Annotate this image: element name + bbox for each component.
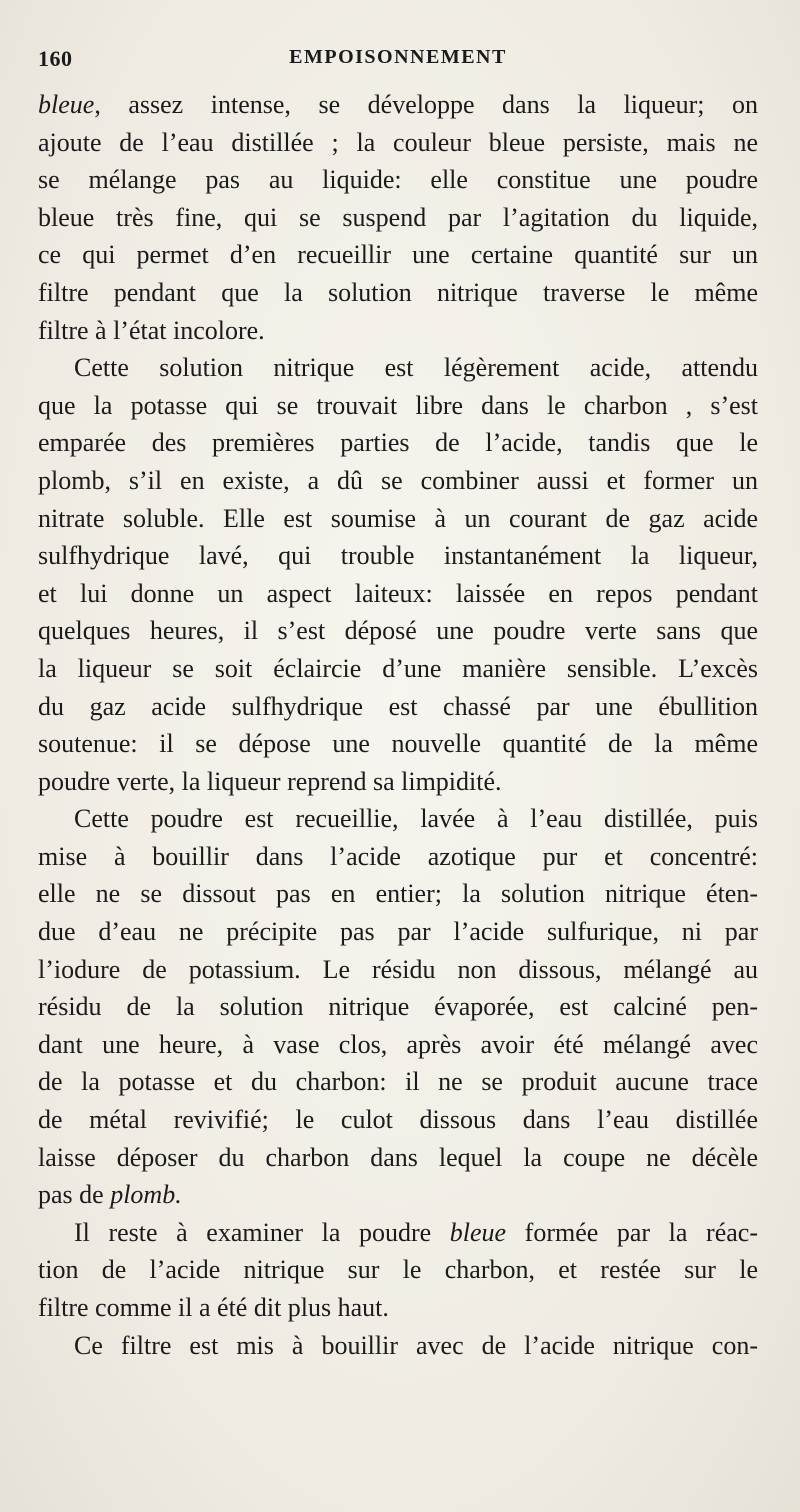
text-line: bleue, assez intense, se développe dans la liqueur; on — [38, 90, 758, 119]
paragraph — [38, 1214, 758, 1327]
text-line: de la potasse et du charbon: il ne se produit aucune trace — [38, 1067, 758, 1097]
text-line: se mélange pas au liquide: elle constitue une poudre — [38, 165, 758, 195]
text-line: quelques heures, il s’est déposé une poudre verte sans que — [38, 616, 758, 646]
text-line: de métal revivifié; le culot dissous dans l’eau distillée — [38, 1105, 758, 1135]
page-number: 160 — [38, 46, 73, 71]
paragraph — [38, 1327, 758, 1365]
text-line: poudre verte, la liqueur reprend sa limpidité. — [38, 766, 502, 796]
text-line: du gaz acide sulfhydrique est chassé par une ébullition — [38, 691, 758, 721]
text-line: mise à bouillir dans l’acide azotique pur et concentré: — [38, 841, 758, 871]
text-line: laisse déposer du charbon dans lequel la coupe ne décèle — [38, 1142, 758, 1172]
text-line: due d’eau ne précipite pas par l’acide sulfurique, ni par — [38, 917, 758, 947]
page-header — [38, 40, 758, 80]
paragraph — [38, 800, 758, 1214]
text-line: filtre pendant que la solution nitrique traverse le même — [38, 277, 758, 307]
paragraph — [38, 86, 758, 349]
text-line: la liqueur se soit éclaircie d’une manière sensible. L’excès — [38, 653, 758, 683]
text-line: sulfhydrique lavé, qui trouble instantanément la liqueur, — [38, 541, 758, 571]
text-line: nitrate soluble. Elle est soumise à un courant de gaz acide — [38, 503, 758, 533]
text-line: que la potasse qui se trouvait libre dans le charbon , s’est — [38, 390, 758, 420]
text-line: l’iodure de potassium. Le résidu non dissous, mélangé au — [38, 954, 758, 984]
text-line: pas de plomb. — [38, 1180, 182, 1210]
text-line: soutenue: il se dépose une nouvelle quantité de la même — [38, 729, 758, 759]
text-line: bleue très fine, qui se suspend par l’agitation du liquide, — [38, 202, 758, 232]
text-line: ajoute de l’eau distillée ; la couleur bleue persiste, mais ne — [38, 127, 758, 157]
text-line: emparée des premières parties de l’acide, tandis que le — [38, 428, 758, 458]
text-line: ce qui permet d’en recueillir une certaine quantité sur un — [38, 240, 758, 270]
text-line: résidu de la solution nitrique évaporée, est calciné pen- — [38, 992, 758, 1022]
text-line: plomb, s’il en existe, a dû se combiner aussi et former un — [38, 465, 758, 495]
text-line: Cette poudre est recueillie, lavée à l’eau distillée, puis — [74, 804, 758, 834]
text-line: Il reste à examiner la poudre bleue formée par la réac- — [74, 1217, 758, 1247]
text-line: Cette solution nitrique est légèrement acide, attendu — [74, 353, 758, 383]
text-line: et lui donne un aspect laiteux: laissée en repos pendant — [38, 578, 758, 608]
text-line: dant une heure, à vase clos, après avoir été mélangé avec — [38, 1029, 758, 1059]
text-line: Ce filtre est mis à bouillir avec de l’acide nitrique con- — [74, 1330, 758, 1360]
text-line: filtre à l’état incolore. — [38, 315, 265, 345]
paragraph — [38, 349, 758, 800]
text-line: elle ne se dissout pas en entier; la solution nitrique éten- — [38, 879, 758, 909]
text-line: tion de l’acide nitrique sur le charbon, et restée sur le — [38, 1255, 758, 1285]
text-line: filtre comme il a été dit plus haut. — [38, 1293, 389, 1322]
running-head: EMPOISONNEMENT — [289, 46, 507, 68]
body-text — [38, 86, 758, 1364]
